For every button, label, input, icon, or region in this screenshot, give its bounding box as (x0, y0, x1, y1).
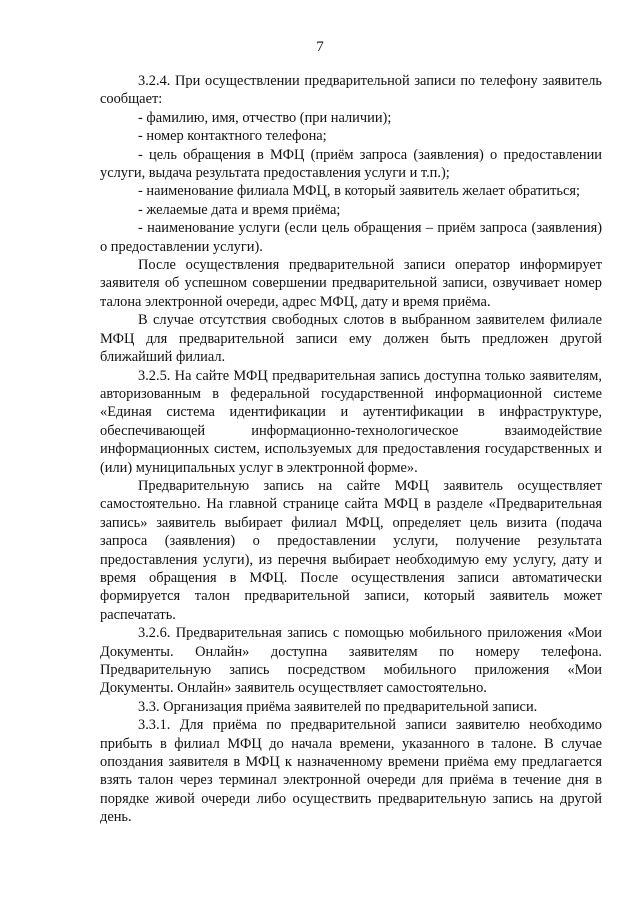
list-item-phone: - номер контактного телефона; (138, 128, 327, 145)
paragraph-no-slots: В случае отсутствия свободных слотов в выбранном заявителем филиале МФЦ для предварительной записи ему должен быть предложен другой ближайший филиал. (100, 312, 602, 366)
paragraph-3-2-6: 3.2.6. Предварительная запись с помощью мобильного приложения «Мои Документы. Онлайн» доступна заявителям по номеру телефона. Предварительную запись посредством мобильного приложения «Мои Документы. Онлайн» заявитель осуществляет самостоятельно. (100, 625, 602, 697)
paragraph-website-booking: Предварительную запись на сайте МФЦ заявитель осуществляет самостоятельно. На главной странице сайта МФЦ в разделе «Предварительная запись» заявитель выбирает филиал МФЦ, определяет цель визита (подача запроса (заявления) о предоставлении услуги, получение результата предоставления услуги), из перечня выбирает необходимую ему услугу, дату и время обращения в МФЦ. После осуществления записи автоматически формируется талон предварительной записи, который заявитель может распечатать. (100, 477, 602, 623)
list-item-fio: - фамилию, имя, отчество (при наличии); (138, 109, 392, 126)
paragraph-3-3: 3.3. Организация приёма заявителей по предварительной записи. (138, 698, 538, 715)
paragraph-3-2-4-intro: 3.2.4. При осуществлении предварительной записи по телефону заявитель сообщает: (100, 73, 602, 108)
page-number: 7 (316, 39, 324, 55)
paragraph-after-booking: После осуществления предварительной записи оператор информирует заявителя об успешном совершении предварительной записи, озвучивает номер талона электронной очереди, адрес МФЦ, дату и время приёма. (100, 257, 602, 310)
paragraph-3-3-1: 3.3.1. Для приёма по предварительной записи заявителю необходимо прибыть в филиал МФЦ до начала времени, указанного в талоне. В случае опоздания заявителя в МФЦ к назначенному времени приёма ему предлагается взять талон через терминал электронной очереди для приёма в течение дня в порядке живой очереди либо осуществить предварительную запись на другой день. (100, 717, 602, 826)
list-item-service: - наименование услуги (если цель обращения – приём запроса (заявления) о предоставлении услуги). (100, 220, 602, 255)
paragraph-3-2-5: 3.2.5. На сайте МФЦ предварительная запись доступна только заявителям, авторизованным в федеральной государственной информационной системе «Единая система идентификации и аутентификации в инфраструктуре, обеспечивающей информационно-технологическое взаимодействие информационных систем, используемых для предоставления государственных и (или) муниципальных услуг в электронной форме». (100, 367, 602, 476)
list-item-datetime: - желаемые дата и время приёма; (138, 201, 341, 218)
list-item-purpose: - цель обращения в МФЦ (приём запроса (заявления) о предоставлении услуги, выдача результата предоставления услуги и т.п.); (100, 146, 602, 182)
document-body (100, 72, 602, 827)
list-item-branch: - наименование филиала МФЦ, в который заявитель желает обратиться; (138, 183, 580, 200)
